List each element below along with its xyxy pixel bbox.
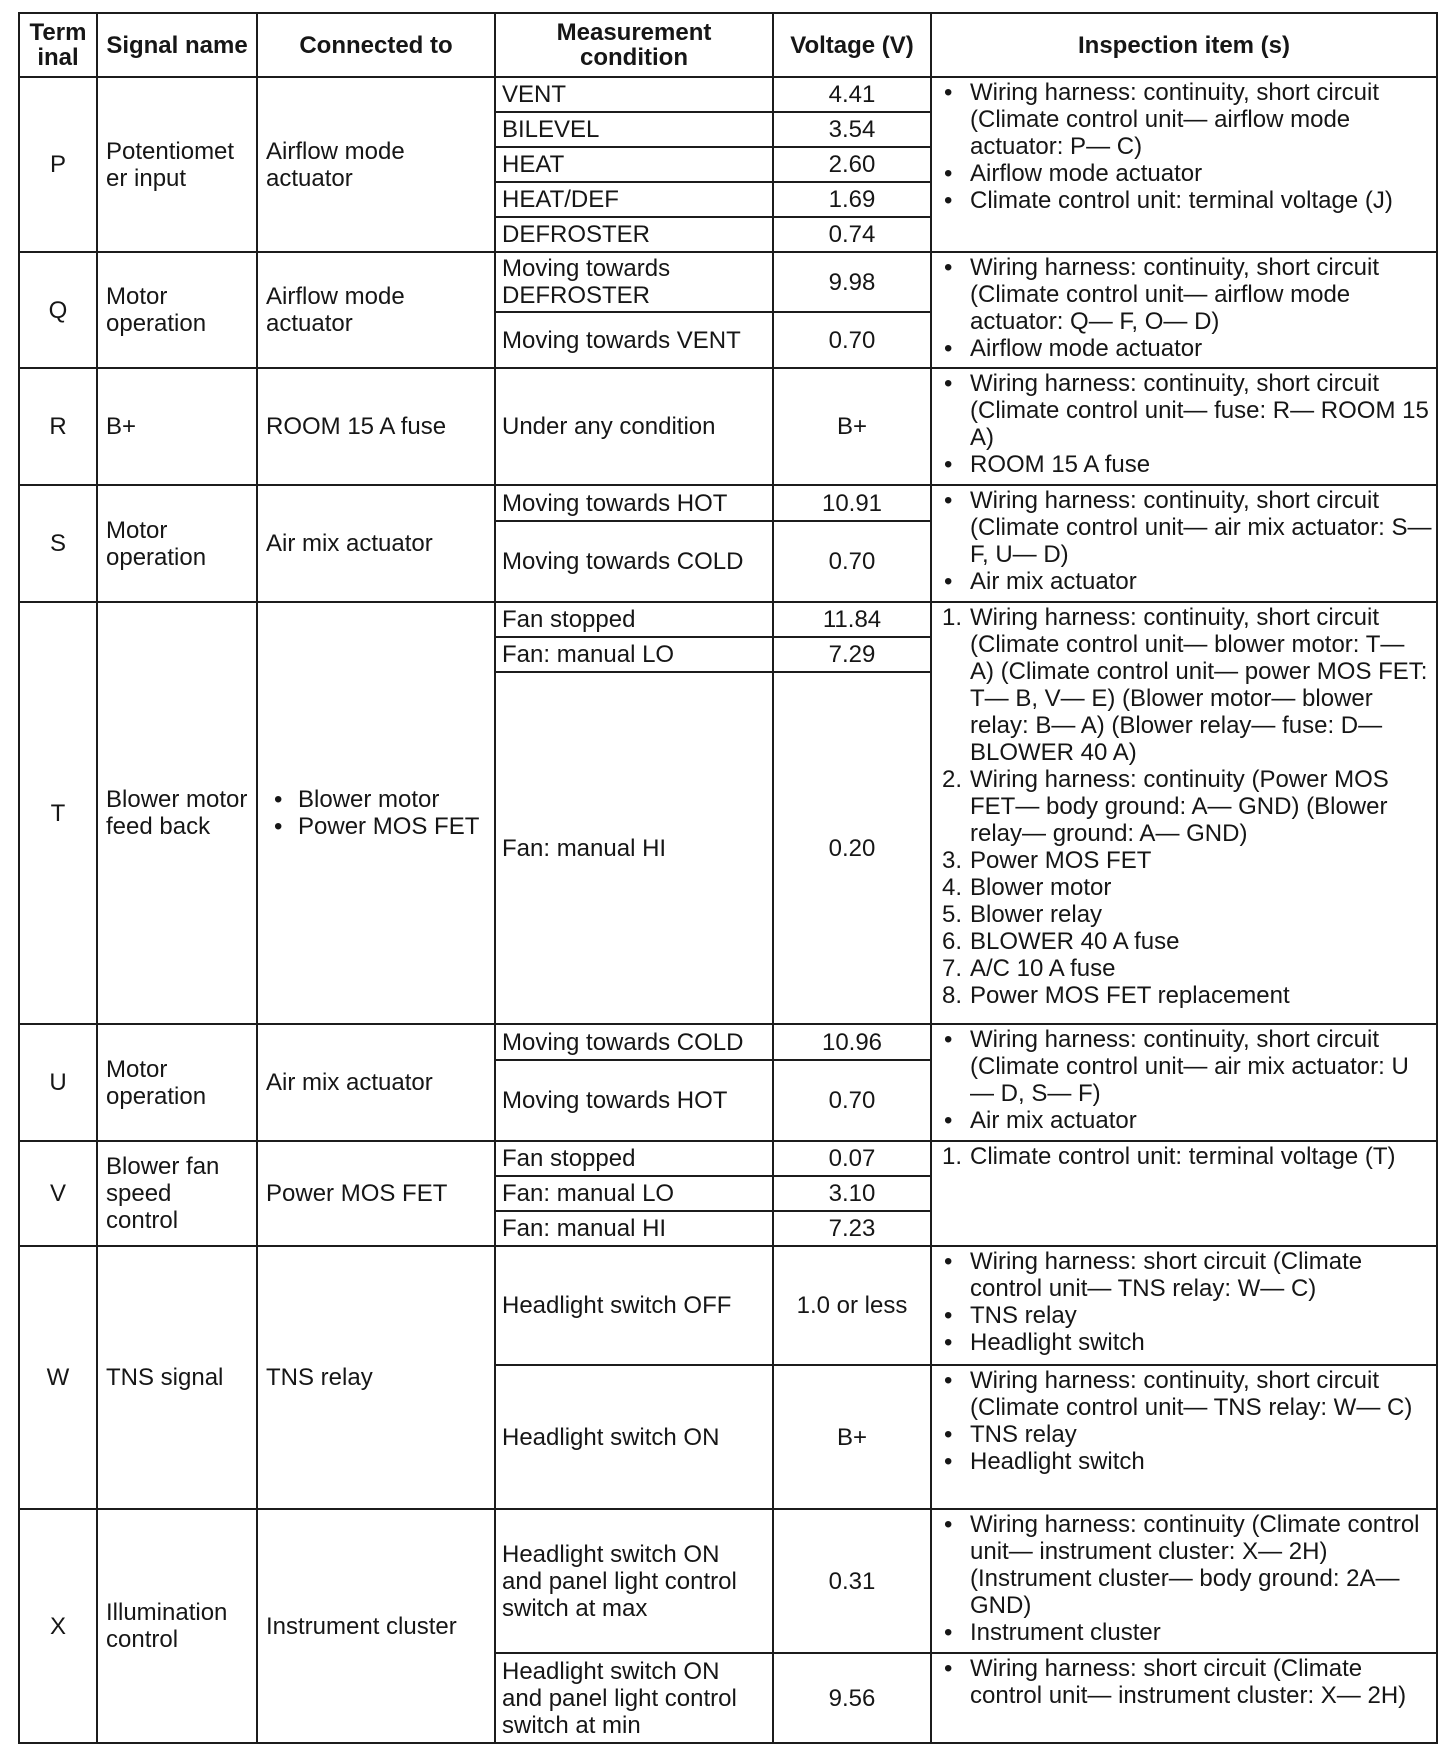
terminal-cell: W <box>19 1246 97 1509</box>
voltage-cell: 0.31 <box>773 1509 931 1653</box>
inspection-item: • Wiring harness: continuity, short circuit (Climate control unit— TNS relay: W— C) <box>938 1367 1432 1421</box>
table-row <box>19 1024 1437 1060</box>
voltage-cell: 1.0 or less <box>773 1246 931 1365</box>
item-number: 8. <box>942 982 963 1009</box>
inspection-item <box>938 1143 1432 1170</box>
signal-name-cell: Motor operation <box>97 485 257 602</box>
item-text: Power MOS FET replacement <box>970 982 1290 1009</box>
voltage-cell: 0.70 <box>773 1060 931 1141</box>
table-row <box>19 1509 1437 1653</box>
condition-cell: Headlight switch ON and panel light control switch at min <box>495 1653 773 1743</box>
item-text: Wiring harness: continuity (Power MOS FET— body ground: A— GND) (Blower relay— ground: A— GND) <box>970 766 1389 847</box>
voltage-cell: 11.84 <box>773 602 931 637</box>
item-text: Blower relay <box>970 901 1103 928</box>
inspection-item: • Headlight switch <box>938 1448 1432 1475</box>
signal-name-cell: Illumination control <box>97 1509 257 1743</box>
voltage-cell: 1.69 <box>773 182 931 217</box>
voltage-cell: 0.74 <box>773 217 931 252</box>
inspection-cell <box>931 368 1437 485</box>
inspection-item <box>938 928 1432 955</box>
table-row <box>19 252 1437 312</box>
terminal-cell: V <box>19 1141 97 1246</box>
signal-name-cell: Motor operation <box>97 1024 257 1141</box>
connected-to-cell: Airflow mode actuator <box>257 77 495 252</box>
inspection-cell <box>931 485 1437 602</box>
item-number: 1. <box>942 1143 963 1170</box>
terminal-cell: S <box>19 485 97 602</box>
item-number: 4. <box>942 874 963 901</box>
inspection-cell <box>931 602 1437 1024</box>
condition-cell: HEAT/DEF <box>495 182 773 217</box>
condition-cell: Headlight switch OFF <box>495 1246 773 1365</box>
condition-cell: Fan: manual LO <box>495 1176 773 1211</box>
connected-to-cell: TNS relay <box>257 1246 495 1509</box>
inspection-item: • Wiring harness: short circuit (Climate control unit— TNS relay: W— C) <box>938 1248 1432 1302</box>
inspection-item: • Wiring harness: continuity, short circuit (Climate control unit— air mix actuator: S— F, U— D) <box>938 487 1432 568</box>
connected-to-cell: Air mix actuator <box>257 1024 495 1141</box>
condition-cell: Fan: manual HI <box>495 672 773 1024</box>
terminal-cell: T <box>19 602 97 1024</box>
inspection-item: • Air mix actuator <box>938 1107 1432 1134</box>
signal-name-cell: Blower motor feed back <box>97 602 257 1024</box>
item-text: A/C 10 A fuse <box>970 955 1116 982</box>
voltage-cell: 4.41 <box>773 77 931 112</box>
inspection-item <box>938 766 1432 847</box>
connected-item: • Power MOS FET <box>266 813 486 840</box>
inspection-cell <box>931 252 1437 368</box>
condition-cell: VENT <box>495 77 773 112</box>
inspection-item: • Climate control unit: terminal voltage (J) <box>938 187 1432 214</box>
voltage-cell: 3.54 <box>773 112 931 147</box>
item-number: 7. <box>942 955 963 982</box>
voltage-cell: 0.07 <box>773 1141 931 1176</box>
item-number: 3. <box>942 847 963 874</box>
connected-to-cell: Power MOS FET <box>257 1141 495 1246</box>
voltage-cell: 2.60 <box>773 147 931 182</box>
voltage-cell: B+ <box>773 368 931 485</box>
voltage-cell: 0.70 <box>773 521 931 602</box>
signal-name-cell: Motor operation <box>97 252 257 368</box>
inspection-item: • Airflow mode actuator <box>938 160 1432 187</box>
terminal-cell: R <box>19 368 97 485</box>
condition-cell: Moving towards COLD <box>495 1024 773 1060</box>
inspection-item: • Air mix actuator <box>938 568 1432 595</box>
item-number: 5. <box>942 901 963 928</box>
condition-cell: BILEVEL <box>495 112 773 147</box>
signal-name-cell: B+ <box>97 368 257 485</box>
connected-to-cell: Instrument cluster <box>257 1509 495 1743</box>
header-terminal: Term inal <box>19 13 97 77</box>
table-row <box>19 602 1437 637</box>
voltage-cell: B+ <box>773 1365 931 1509</box>
condition-cell: Moving towards COLD <box>495 521 773 602</box>
condition-cell: Under any condition <box>495 368 773 485</box>
inspection-cell <box>931 1024 1437 1141</box>
voltage-cell: 9.98 <box>773 252 931 312</box>
item-number: 1. <box>942 604 963 631</box>
connected-to-cell: Airflow mode actuator <box>257 252 495 368</box>
voltage-cell: 9.56 <box>773 1653 931 1743</box>
inspection-cell <box>931 1246 1437 1365</box>
inspection-item: • Wiring harness: short circuit (Climate control unit— instrument cluster: X— 2H) <box>938 1655 1432 1709</box>
signal-name-cell: Potentiomet er input <box>97 77 257 252</box>
inspection-item: • Wiring harness: continuity (Climate control unit— instrument cluster: X— 2H) (Instrument cluster— body ground: 2A— GND) <box>938 1511 1432 1619</box>
voltage-cell: 10.91 <box>773 485 931 521</box>
item-number: 2. <box>942 766 963 793</box>
table-row <box>19 485 1437 521</box>
voltage-cell: 3.10 <box>773 1176 931 1211</box>
condition-cell: Headlight switch ON and panel light control switch at max <box>495 1509 773 1653</box>
item-text: Blower motor <box>970 874 1112 901</box>
voltage-cell: 10.96 <box>773 1024 931 1060</box>
inspection-item: • ROOM 15 A fuse <box>938 451 1432 478</box>
inspection-item <box>938 874 1432 901</box>
terminal-cell: X <box>19 1509 97 1743</box>
inspection-cell <box>931 77 1437 252</box>
inspection-item: • TNS relay <box>938 1421 1432 1448</box>
condition-cell: Moving towards DEFROSTER <box>495 252 773 312</box>
header-voltage: Voltage (V) <box>773 13 931 77</box>
header-measurement-condition: Measurement condition <box>495 13 773 77</box>
condition-cell: Fan stopped <box>495 602 773 637</box>
header-inspection: Inspection item (s) <box>931 13 1437 77</box>
inspection-cell <box>931 1653 1437 1743</box>
inspection-item <box>938 604 1432 766</box>
item-text: BLOWER 40 A fuse <box>970 928 1180 955</box>
condition-cell: Headlight switch ON <box>495 1365 773 1509</box>
inspection-cell <box>931 1365 1437 1509</box>
voltage-cell: 7.23 <box>773 1211 931 1246</box>
condition-cell: Fan stopped <box>495 1141 773 1176</box>
condition-cell: Fan: manual HI <box>495 1211 773 1246</box>
header-signal-name: Signal name <box>97 13 257 77</box>
item-text: Power MOS FET <box>970 847 1152 874</box>
connected-to-cell: ROOM 15 A fuse <box>257 368 495 485</box>
header-connected-to: Connected to <box>257 13 495 77</box>
condition-cell: Fan: manual LO <box>495 637 773 672</box>
inspection-item: • Headlight switch <box>938 1329 1432 1356</box>
terminal-cell: P <box>19 77 97 252</box>
inspection-cell <box>931 1141 1437 1246</box>
table-row <box>19 368 1437 485</box>
inspection-item <box>938 847 1432 874</box>
inspection-item: • Instrument cluster <box>938 1619 1432 1646</box>
item-text: Climate control unit: terminal voltage (T) <box>970 1143 1396 1170</box>
inspection-item: • Airflow mode actuator <box>938 335 1432 362</box>
connected-to-cell <box>257 602 495 1024</box>
condition-cell: Moving towards HOT <box>495 1060 773 1141</box>
header-row <box>19 13 1437 77</box>
connected-to-cell: Air mix actuator <box>257 485 495 602</box>
inspection-item: • TNS relay <box>938 1302 1432 1329</box>
inspection-item <box>938 982 1432 1009</box>
condition-cell: Moving towards HOT <box>495 485 773 521</box>
voltage-cell: 0.70 <box>773 312 931 368</box>
table-row <box>19 1141 1437 1176</box>
signal-name-cell: Blower fan speed control <box>97 1141 257 1246</box>
terminal-cell: Q <box>19 252 97 368</box>
table-row <box>19 77 1437 112</box>
terminal-cell: U <box>19 1024 97 1141</box>
inspection-item <box>938 955 1432 982</box>
item-text: Wiring harness: continuity, short circuit (Climate control unit— blower motor: T— A) (Climate control unit— power MOS FET: T— B, V— E) (Blower motor— blower relay: B— A) (Blower relay— fuse: D— BLOWER 40 A) <box>970 604 1428 766</box>
connected-item: • Blower motor <box>266 786 486 813</box>
inspection-item: • Wiring harness: continuity, short circuit (Climate control unit— airflow mode actuator: P— C) <box>938 79 1432 160</box>
terminal-voltage-table <box>18 12 1438 1744</box>
condition-cell: Moving towards VENT <box>495 312 773 368</box>
inspection-item: • Wiring harness: continuity, short circuit (Climate control unit— fuse: R— ROOM 15 A) <box>938 370 1432 451</box>
condition-cell: DEFROSTER <box>495 217 773 252</box>
voltage-cell: 0.20 <box>773 672 931 1024</box>
inspection-item <box>938 901 1432 928</box>
table-row <box>19 1246 1437 1365</box>
inspection-item: • Wiring harness: continuity, short circuit (Climate control unit— air mix actuator: U— D, S— F) <box>938 1026 1432 1107</box>
inspection-cell <box>931 1509 1437 1653</box>
condition-cell: HEAT <box>495 147 773 182</box>
signal-name-cell: TNS signal <box>97 1246 257 1509</box>
inspection-item: • Wiring harness: continuity, short circuit (Climate control unit— airflow mode actuator: Q— F, O— D) <box>938 254 1432 335</box>
item-number: 6. <box>942 928 963 955</box>
voltage-cell: 7.29 <box>773 637 931 672</box>
